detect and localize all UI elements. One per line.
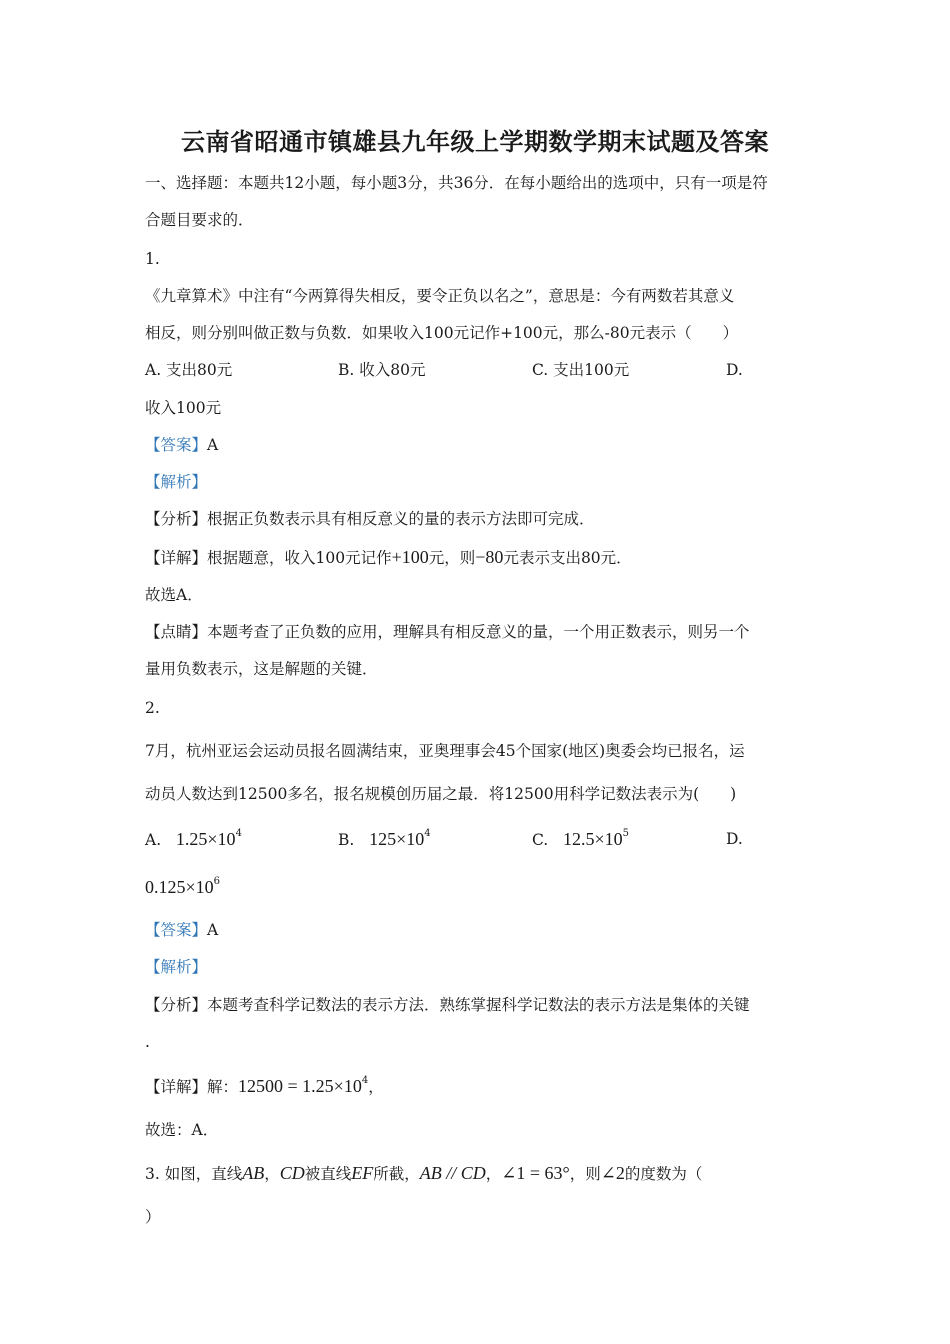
answer-tag: 【答案】 (145, 436, 208, 454)
option-exponent: 5 (622, 828, 630, 839)
answer-value: A (207, 436, 219, 454)
q3-text-t3: ，则 (569, 1165, 601, 1183)
xiangjie-math-plus100: +100 (391, 547, 429, 567)
q1-text-line2: 相反，则分别叫做正数与负数．如果收入100元记作+100元，那么-80元表示（ ） (145, 324, 739, 342)
xiangjie-tag: 【详解】 (145, 1078, 208, 1096)
option-exponent: 4 (235, 828, 242, 839)
xiangjie-exponent: 4 (361, 1075, 369, 1086)
q1-dianjing-line1 (145, 621, 750, 643)
q3-angle1: ∠1 = 63° (501, 1163, 570, 1183)
q3-text-t4: 的度数为（ (624, 1165, 703, 1183)
q1-number: 1. (145, 250, 160, 268)
q1-option-b: B. 收入80元 (338, 361, 426, 379)
q1-fenxi (145, 508, 595, 530)
q1-answer (145, 434, 218, 456)
q3-line-cd: CD (279, 1163, 305, 1183)
q2-text-line1: 7月，杭州亚运会运动员报名圆满结束，亚奥理事会45个国家(地区)奥委会均已报名，运 (145, 742, 745, 760)
q1-option-d-text: 收入100元 (145, 399, 222, 417)
answer-value: A (207, 921, 219, 939)
q3-line-ab: AB (242, 1163, 265, 1183)
fenxi-text: 本题考查科学记数法的表示方法．熟练掌握科学记数法的表示方法是集体的关键 (207, 996, 750, 1014)
page-title: 云南省昭通市镇雄县九年级上学期数学期末试题及答案 (181, 128, 769, 156)
q3-angle2: ∠2 (600, 1163, 625, 1183)
q3-number: 3. 如图，直线 (145, 1165, 243, 1183)
fenxi-tag: 【分析】 (145, 996, 208, 1014)
option-label: B. (338, 831, 355, 849)
q2-jiexi-tag: 【解析】 (145, 958, 208, 976)
option-math: 125×10 (369, 829, 425, 849)
q2-option-a (145, 828, 242, 851)
option-label: A. (145, 831, 162, 849)
q2-number: 2. (145, 699, 160, 717)
q2-fenxi-end: . (145, 1033, 150, 1051)
q2-option-b (338, 828, 431, 851)
q2-option-d-math (145, 876, 220, 899)
q1-option-a: A. 支出80元 (145, 361, 233, 379)
q1-xiangjie (145, 546, 632, 569)
xiangjie-math-minus80: −80 (475, 547, 504, 567)
q2-xiangjie (145, 1075, 384, 1098)
option-label: C. (532, 831, 549, 849)
q1-option-d-label: D. (726, 361, 743, 379)
q3-line-ef: EF (351, 1163, 374, 1183)
q3-text-line1 (145, 1162, 702, 1185)
option-math: 0.125×10 (145, 877, 214, 897)
xiangjie-text-a: 根据题意，收入100元记作 (207, 549, 392, 567)
answer-tag: 【答案】 (145, 921, 208, 939)
option-math: 12.5×10 (563, 829, 623, 849)
q3-sep2: ， (485, 1165, 502, 1183)
q1-text-line1: 《九章算术》中注有“今两算得失相反，要令正负以名之”，意思是：今有两数若其意义 (145, 287, 735, 305)
xiangjie-text-c: 元表示支出80元． (503, 549, 632, 567)
q2-fenxi (145, 994, 750, 1016)
q3-parallel: AB // CD (419, 1163, 486, 1183)
q1-option-c: C. 支出100元 (532, 361, 630, 379)
xiangjie-text-b: 元，则 (428, 549, 476, 567)
xiangjie-math: 12500 = 1.25×10 (238, 1076, 362, 1096)
section-heading-line1: 一、选择题：本题共12小题，每小题3分，共36分．在每小题给出的选项中，只有一项是符 (145, 174, 768, 192)
xiangjie-tag: 【详解】 (145, 549, 208, 567)
q3-text-line2: ） (145, 1208, 161, 1226)
q2-answer (145, 919, 218, 941)
dianjing-text1: 本题考查了正负数的应用，理解具有相反意义的量，一个用正数表示，则另一个 (207, 623, 750, 641)
q2-option-c (532, 828, 629, 851)
fenxi-tag: 【分析】 (145, 510, 208, 528)
option-exponent: 4 (424, 828, 431, 839)
q1-dianjing-line2: 量用负数表示，这是解题的关键． (145, 660, 378, 678)
xiangjie-end: ， (368, 1078, 384, 1096)
section-heading-line2: 合题目要求的． (145, 211, 254, 229)
option-math: 1.25×10 (175, 829, 236, 849)
q1-jiexi-tag: 【解析】 (145, 473, 208, 491)
q2-option-d-label: D. (726, 830, 743, 848)
option-exponent: 6 (213, 876, 221, 887)
dianjing-tag: 【点睛】 (145, 623, 208, 641)
q3-text-t1: 被直线 (304, 1165, 352, 1183)
xiangjie-text-a: 解： (207, 1078, 239, 1096)
fenxi-text: 根据正负数表示具有相反意义的量的表示方法即可完成． (207, 510, 595, 528)
q3-text-t2: 所截， (373, 1165, 420, 1183)
q2-text-line2: 动员人数达到12500多名，报名规模创历届之最．将12500用科学记数法表示为( ) (145, 785, 737, 803)
q1-guxuan: 故选A． (145, 586, 203, 604)
q2-guxuan: 故选：A． (145, 1121, 219, 1139)
q3-sep1: ， (264, 1165, 280, 1183)
